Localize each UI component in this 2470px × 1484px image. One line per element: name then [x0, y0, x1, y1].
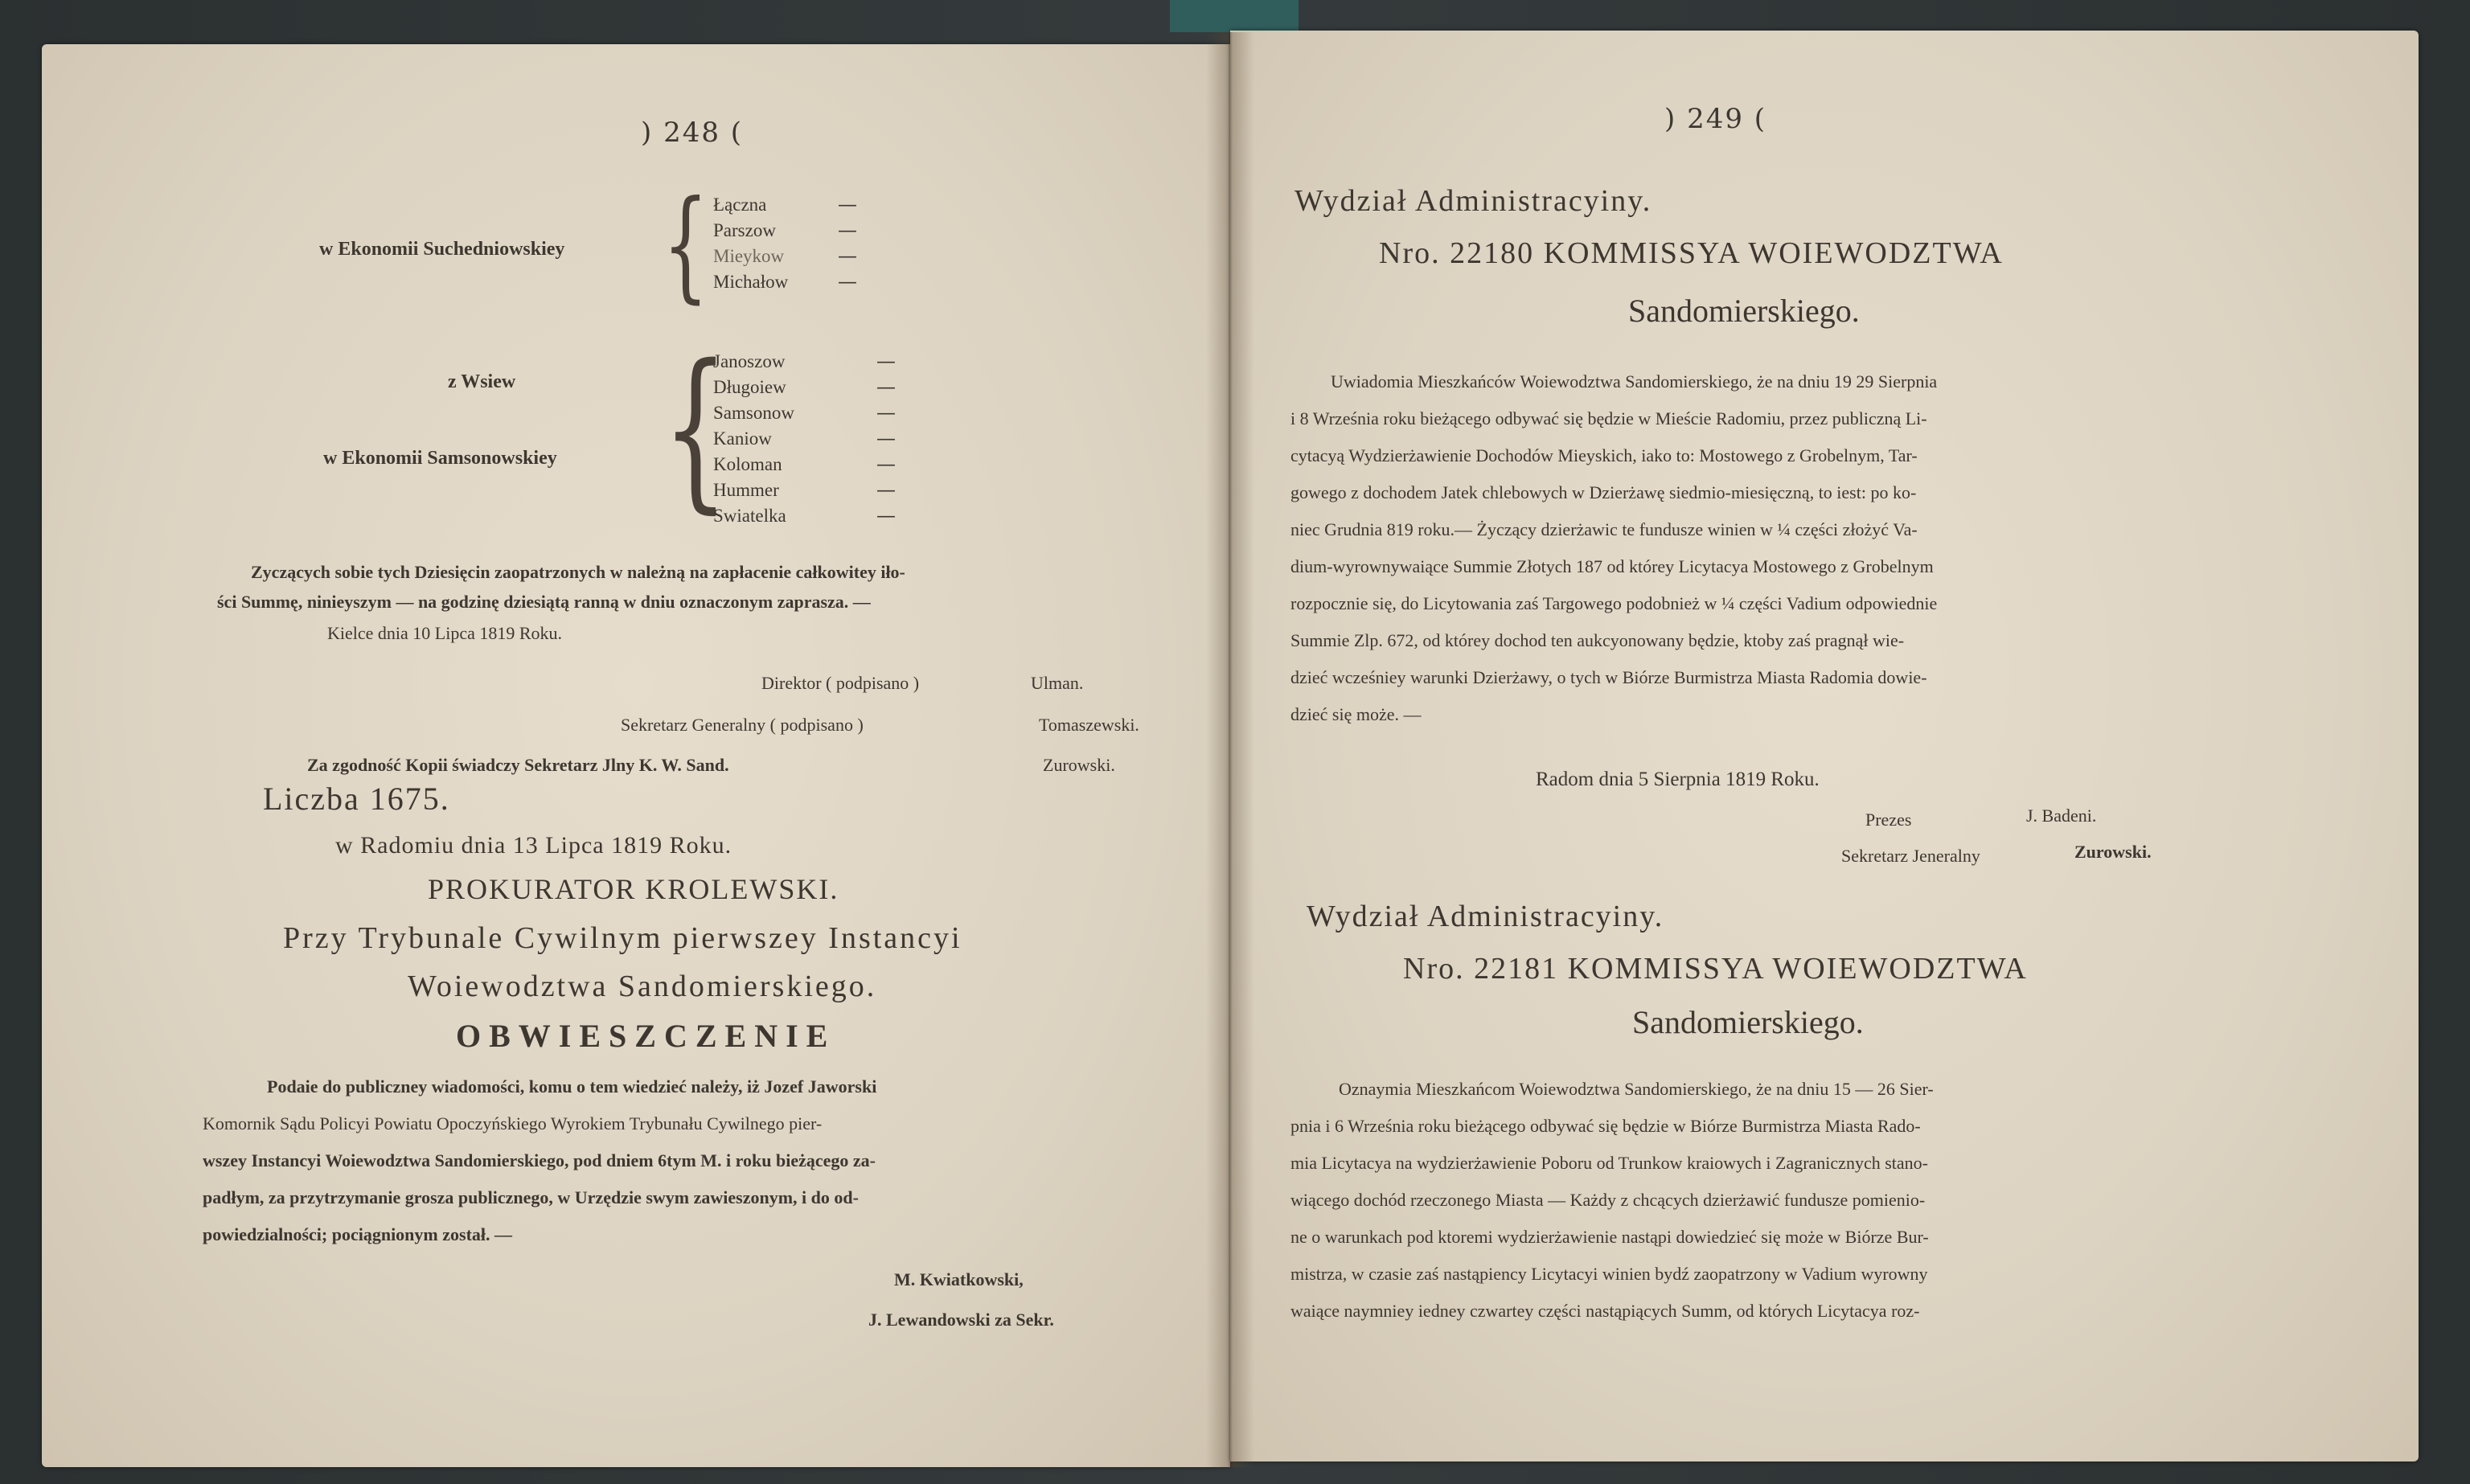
paragraph-line: Kielce dnia 10 Lipca 1819 Roku. [327, 623, 563, 643]
dash: — [876, 427, 896, 449]
dash: — [838, 193, 857, 215]
date-line: w Radomiu dnia 13 Lipca 1819 Roku. [335, 832, 732, 859]
notice-line: dium-wyrownywaiące Summie Złotych 187 od którey Licytacya Mostowego z Grobelnym [1290, 556, 1934, 576]
notice-line: Komornik Sądu Policyi Powiatu Opoczyńskiego Wyrokiem Trybunału Cywilnego pier- [203, 1113, 823, 1133]
notice-date: Radom dnia 5 Sierpnia 1819 Roku. [1536, 769, 1820, 790]
left-page [42, 44, 1230, 1467]
list1-label: w Ekonomii Suchedniowskiey [319, 239, 565, 260]
notice-line: niec Grudnia 819 roku.— Życzący dzierżawic te fundusze winien w ¼ części złożyć Va- [1290, 519, 1918, 539]
dash: — [838, 219, 857, 241]
notice-line: dzieć się może. — [1290, 704, 1422, 724]
book-gutter [1206, 32, 1254, 1467]
list2-label-b: w Ekonomii Samsonowskiey [323, 448, 557, 469]
signature-name: Zurowski. [2074, 842, 2152, 862]
signature-role: Direktor ( podpisano ) [761, 673, 920, 693]
heading-woiewodztwa: Woiewodztwa Sandomierskiego. [408, 970, 877, 1003]
list-item: Łączna [713, 195, 767, 215]
list-item: Samsonow [713, 403, 794, 423]
signature-name: M. Kwiatkowski, [894, 1269, 1024, 1289]
paragraph-line: Zyczących sobie tych Dziesięcin zaopatrzonych w należną na zapłacenie całkowitey iło- [251, 562, 905, 582]
notice-line: padłym, za przytrzymanie grosza publicznego, w Urzędzie swym zawieszonym, i do od- [203, 1187, 859, 1207]
notice-line: mia Licytacya na wydzierżawienie Poboru od Trunkow kraiowych i Zagranicznych stano- [1290, 1153, 1928, 1173]
list2-label-a: z Wsiew [448, 371, 516, 392]
notice-line: rozpocznie się, do Licytowania zaś Targowego podobnież w ¼ części Vadium odpowiednie [1290, 593, 1938, 613]
list-item: Mieykow [713, 246, 785, 266]
page-number: ) 248 ( [641, 117, 744, 149]
list-item: Parszow [713, 220, 776, 240]
notice-subtitle: Sandomierskiego. [1628, 293, 1860, 329]
notice-line: cytacyą Wydzierżawienie Dochodów Mieyskich, iako to: Mostowego z Grobelnym, Tar- [1290, 445, 1918, 465]
dept-heading: Wydział Administracyiny. [1307, 900, 1664, 933]
list2-brace: { [663, 327, 729, 529]
signature-name: Ulman. [1031, 673, 1084, 693]
dash: — [876, 350, 896, 372]
dept-heading: Wydział Administracyiny. [1294, 184, 1652, 218]
dash: — [838, 244, 857, 267]
signature-name: Zurowski. [1043, 755, 1115, 775]
signature-name: J. Lewandowski za Sekr. [868, 1310, 1054, 1330]
list-item: Hummer [713, 480, 779, 500]
dash: — [876, 401, 896, 424]
notice-line: Oznaymia Mieszkańcom Woiewodztwa Sandomierskiego, że na dniu 15 — 26 Sier- [1339, 1079, 1934, 1099]
binding-strip [1170, 0, 1299, 32]
signature-role: Sekretarz Generalny ( podpisano ) [621, 715, 864, 735]
notice-line: wiącego dochód rzeczonego Miasta — Każdy z chcących dzierżawić fundusze pomienio- [1290, 1190, 1926, 1210]
paragraph-line: ści Summę, ninieyszym — na godzinę dziesiątą ranną w dniu oznaczonym zaprasza. — [217, 592, 871, 612]
signature-role: Sekretarz Jeneralny [1841, 846, 1980, 866]
dash: — [838, 270, 857, 293]
signature-role: Za zgodność Kopii świadczy Sekretarz Jlny K. W. Sand. [307, 755, 729, 775]
heading-trybunal: Przy Trybunale Cywilnym pierwszey Instancyi [283, 921, 962, 955]
list-item: Kaniow [713, 428, 772, 449]
right-page [1230, 31, 2419, 1461]
notice-line: waiące naymniey iedney czwartey części nastąpiących Summ, od których Licytacya roz- [1290, 1301, 1920, 1321]
list-item: Janoszow [713, 351, 786, 371]
list1-brace: { [663, 175, 709, 315]
dash: — [876, 453, 896, 475]
list-item: Długoiew [713, 377, 786, 397]
liczba: Liczba 1675. [263, 781, 450, 817]
notice-line: Podaie do publiczney wiadomości, komu o tem wiedzieć należy, iż Jozef Jaworski [267, 1076, 877, 1097]
notice-line: i 8 Września roku bieżącego odbywać się będzie w Mieście Radomiu, przez publiczną Li- [1290, 408, 1927, 428]
list-item: Koloman [713, 454, 782, 474]
notice-subtitle: Sandomierskiego. [1632, 1004, 1864, 1040]
notice-line: pnia i 6 Września roku bieżącego odbywać się będzie w Biórze Burmistrza Miasta Rado- [1290, 1116, 1921, 1136]
notice-line: mistrza, w czasie zaś nastąpiency Licytacyi winien bydź zaopatrzony w Vadium wyrowny [1290, 1264, 1928, 1284]
list-item: Michałow [713, 272, 789, 292]
notice-line: Summie Zlp. 672, od którey dochod ten aukcyonowany będzie, ktoby zaś pragnął wie- [1290, 630, 1905, 650]
signature-name: Tomaszewski. [1039, 715, 1139, 735]
page-number: ) 249 ( [1664, 103, 1767, 135]
dash: — [876, 478, 896, 501]
notice-line: wszey Instancyi Woiewodztwa Sandomierskiego, pod dniem 6tym M. i roku bieżącego za- [203, 1150, 876, 1170]
notice-number-title: Nro. 22181 KOMMISSYA WOIEWODZTWA [1403, 952, 2028, 986]
notice-number-title: Nro. 22180 KOMMISSYA WOIEWODZTWA [1379, 236, 2004, 270]
list-item: Swiatelka [713, 506, 786, 526]
notice-line: dzieć wcześniey warunki Dzierżawy, o tych w Biórze Burmistrza Miasta Radomia dowie- [1290, 667, 1927, 687]
heading-obwieszczenie: OBWIESZCZENIE [456, 1018, 836, 1054]
notice-line: powiedzialności; pociągnionym został. — [203, 1224, 513, 1244]
dash: — [876, 375, 896, 398]
heading-prokurator: PROKURATOR KROLEWSKI. [428, 873, 839, 905]
notice-line: gowego z dochodem Jatek chlebowych w Dzierżawę siedmio-miesięczną, to iest: po ko- [1290, 482, 1917, 502]
signature-name: J. Badeni. [2026, 806, 2097, 826]
notice-line: Uwiadomia Mieszkańców Woiewodztwa Sandomierskiego, że na dniu 19 29 Sierpnia [1331, 371, 1938, 391]
notice-line: ne o warunkach pod ktoremi wydzierżawienie nastąpi dowiedzieć się może w Biórze Bur- [1290, 1227, 1929, 1247]
signature-role: Prezes [1865, 810, 1912, 830]
dash: — [876, 504, 896, 527]
